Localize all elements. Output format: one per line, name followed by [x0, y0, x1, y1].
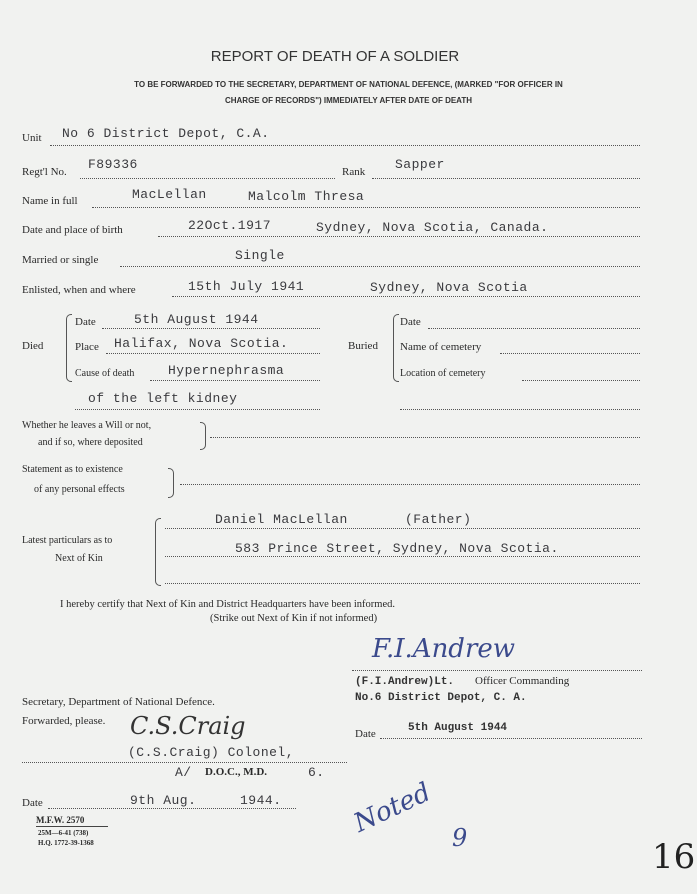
officer-unit: No.6 District Depot, C. A.	[355, 692, 527, 704]
forwarded-line: Forwarded, please.	[22, 715, 106, 727]
noted-annotation: Noted	[349, 777, 436, 839]
birth-label: Date and place of birth	[22, 224, 123, 236]
married-label: Married or single	[22, 254, 99, 266]
cemetery-line	[500, 353, 640, 354]
secretary-name: (C.S.Craig) Colonel,	[128, 745, 295, 760]
certify-line-1: I hereby certify that Next of Kin and District Headquarters have been informed.	[60, 599, 395, 610]
secretary-date-day: 9th Aug.	[130, 793, 197, 808]
secretary-date-year: 1944.	[240, 793, 282, 808]
rank-value: Sapper	[395, 157, 445, 172]
kin-line-3	[165, 583, 640, 584]
died-place-line	[106, 353, 320, 354]
married-line	[120, 266, 640, 267]
died-date-line	[102, 328, 320, 329]
form-number: M.F.W. 2570	[36, 815, 108, 827]
unit-value: No 6 District Depot, C.A.	[62, 126, 270, 141]
cause-label: Cause of death	[75, 368, 135, 379]
buried-brace	[393, 314, 399, 382]
officer-name: (F.I.Andrew)Lt.	[355, 676, 455, 688]
page-number-annotation: 16	[652, 837, 696, 877]
will-label-2: and if so, where deposited	[38, 437, 143, 448]
rank-label: Rank	[342, 166, 366, 178]
certify-line-2: (Strike out Next of Kin if not informed)	[210, 613, 378, 624]
location-line	[522, 380, 640, 381]
effects-line	[180, 484, 640, 485]
cause-continued-value: of the left kidney	[88, 391, 238, 406]
regt-value: F89336	[88, 157, 138, 172]
name-line	[92, 207, 640, 208]
surname-value: MacLellan	[132, 187, 207, 202]
officer-date-label: Date	[355, 728, 376, 740]
form-code-1: 25M—6-41 (738)	[38, 829, 89, 837]
buried-extra-line	[400, 409, 640, 410]
will-brace	[200, 422, 206, 450]
secretary-signature-line	[22, 762, 347, 763]
cause-value: Hypernephrasma	[168, 363, 285, 378]
kin-address-value: 583 Prince Street, Sydney, Nova Scotia.	[235, 541, 559, 556]
buried-date-line	[428, 328, 640, 329]
instruction-line-1: TO BE FORWARDED TO THE SECRETARY, DEPARTMENT OF NATIONAL DEFENCE, (MARKED "FOR OFFICER IN	[134, 80, 563, 89]
officer-signature: F.I.Andrew	[372, 634, 516, 664]
effects-brace	[168, 468, 174, 498]
enlisted-date-value: 15th July 1941	[188, 279, 305, 294]
died-place-value: Halifax, Nova Scotia.	[114, 336, 289, 351]
married-value: Single	[235, 248, 285, 263]
document-title: REPORT OF DEATH OF A SOLDIER	[210, 48, 460, 65]
regt-line	[80, 178, 335, 179]
secretary-line: Secretary, Department of National Defence.	[22, 696, 215, 708]
rank-line	[372, 178, 640, 179]
location-label: Location of cemetery	[400, 368, 486, 379]
kin-relation-value: (Father)	[405, 512, 472, 527]
buried-label: Buried	[348, 340, 378, 352]
secretary-district: 6.	[308, 765, 325, 780]
buried-date-label: Date	[400, 316, 421, 328]
enlisted-line	[172, 296, 640, 297]
died-label: Died	[22, 340, 44, 352]
effects-label-1: Statement as to existence	[22, 464, 123, 475]
kin-line-2	[165, 556, 640, 557]
died-place-label: Place	[75, 341, 99, 353]
enlisted-label: Enlisted, when and where	[22, 284, 136, 296]
given-names-value: Malcolm Thresa	[248, 189, 365, 204]
birth-line	[158, 236, 640, 237]
enlisted-place-value: Sydney, Nova Scotia	[370, 280, 528, 295]
effects-label-2: of any personal effects	[34, 484, 125, 495]
kin-line-1	[165, 528, 640, 529]
died-brace	[66, 314, 72, 382]
kin-label-1: Latest particulars as to	[22, 535, 113, 546]
secretary-date-label: Date	[22, 797, 43, 809]
secretary-prefix: A/	[175, 765, 192, 780]
name-label: Name in full	[22, 195, 78, 207]
kin-name-value: Daniel MacLellan	[215, 512, 348, 527]
noted-number: 9	[452, 824, 468, 852]
died-date-label: Date	[75, 316, 96, 328]
kin-brace	[155, 518, 161, 586]
unit-label: Unit	[22, 132, 42, 144]
officer-title: Officer Commanding	[475, 675, 570, 687]
officer-date-value: 5th August 1944	[408, 722, 508, 734]
form-code-2: H.Q. 1772-39-1368	[38, 839, 94, 847]
birth-date-value: 22Oct.1917	[188, 218, 272, 233]
regt-label: Regt'l No.	[22, 166, 67, 178]
will-label-1: Whether he leaves a Will or not,	[22, 420, 152, 431]
secretary-signature: C.S.Craig	[130, 712, 246, 740]
died-date-value: 5th August 1944	[134, 312, 259, 327]
secretary-title: D.O.C., M.D.	[205, 766, 268, 778]
birth-place-value: Sydney, Nova Scotia, Canada.	[316, 220, 549, 235]
cause-cont-line	[75, 409, 320, 410]
cause-line	[150, 380, 320, 381]
officer-date-line	[380, 738, 642, 739]
officer-signature-line	[352, 670, 642, 671]
secretary-date-line	[48, 808, 296, 809]
unit-line	[50, 145, 640, 146]
kin-label-2: Next of Kin	[55, 553, 103, 564]
instruction-line-2: CHARGE OF RECORDS") IMMEDIATELY AFTER DATE OF DEATH	[224, 96, 473, 105]
will-line	[210, 437, 640, 438]
cemetery-label: Name of cemetery	[400, 341, 482, 353]
